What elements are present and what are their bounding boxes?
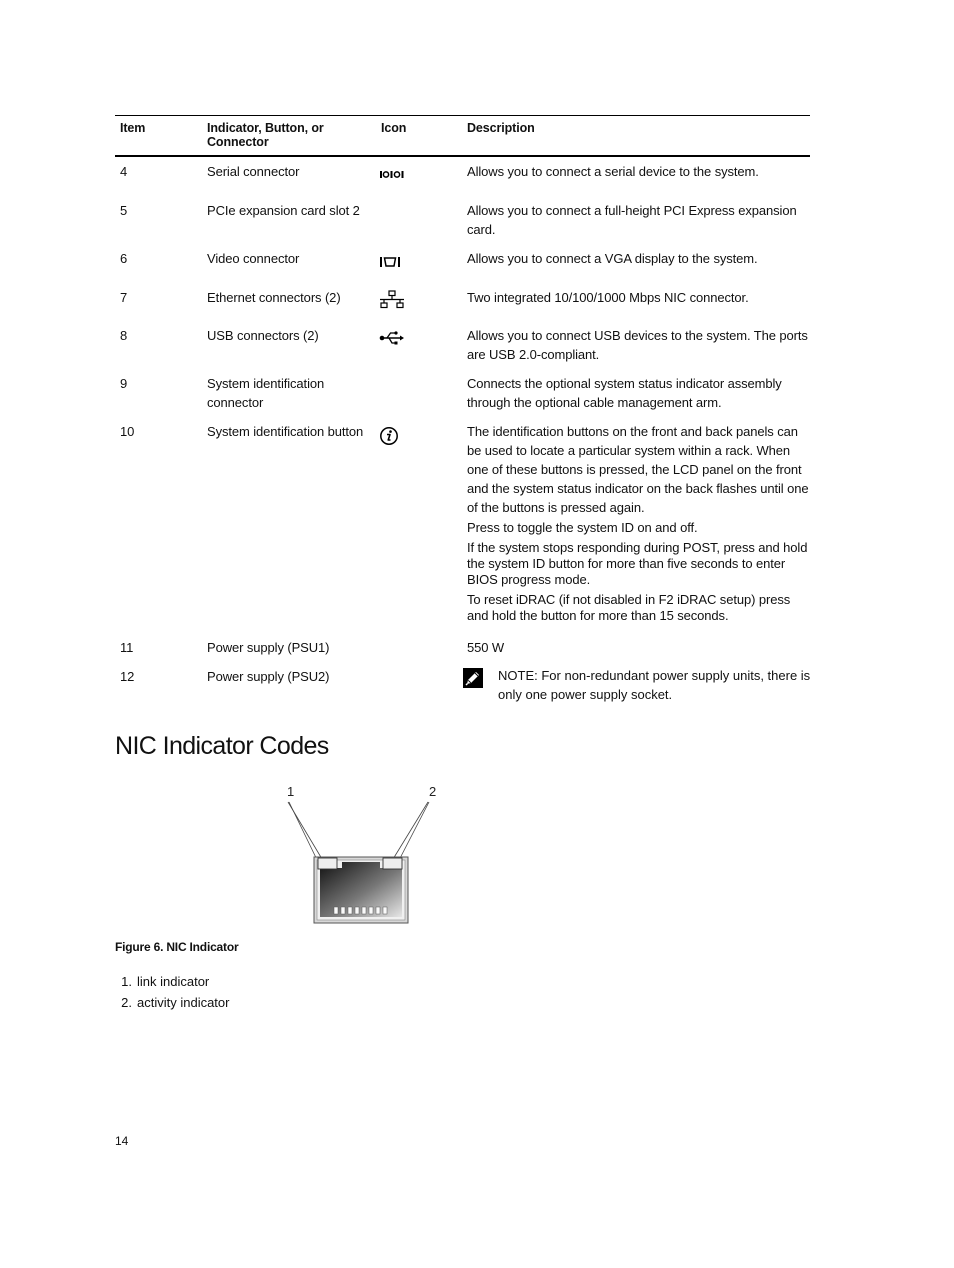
row-item-number: 10 — [120, 424, 135, 439]
description-paragraph: If the system stops responding during POST, press and hold the system ID button for more than five seconds to enter BIOS progress mode. — [467, 540, 808, 587]
row-item-number: 5 — [120, 203, 128, 218]
row-item-number: 12 — [120, 669, 135, 684]
row-description — [467, 638, 812, 660]
list-number: 1. — [121, 974, 132, 989]
callout-1: 1 — [287, 784, 295, 799]
row-item-number: 4 — [120, 164, 128, 179]
header-name: Indicator, Button, or Connector — [207, 121, 324, 149]
link-indicator-led — [318, 858, 337, 869]
description-paragraph: Allows you to connect a VGA display to the system. — [467, 251, 758, 266]
description-paragraph: Two integrated 10/100/1000 Mbps NIC connector. — [467, 290, 749, 305]
note-text — [498, 666, 813, 704]
row-description — [467, 249, 812, 271]
note-pencil-icon — [463, 668, 483, 688]
row-name: PCIe expansion card slot 2 — [207, 203, 360, 218]
description-paragraph: To reset iDRAC (if not disabled in F2 iDRAC setup) press and hold the button for more than 15 seconds. — [467, 592, 791, 623]
nic-indicator-figure — [270, 780, 450, 930]
note-label: NOTE: — [498, 668, 538, 683]
network-icon — [379, 290, 405, 310]
row-description — [467, 422, 812, 628]
row-name: Power supply (PSU1) — [207, 640, 330, 655]
row-name: Power supply (PSU2) — [207, 669, 330, 684]
row-name: Serial connector — [207, 164, 300, 179]
section-title: NIC Indicator Codes — [115, 732, 329, 760]
row-name: USB connectors (2) — [207, 328, 319, 343]
table-header-rule — [115, 155, 810, 157]
system-id-icon — [379, 426, 405, 446]
row-description — [467, 374, 812, 415]
description-paragraph: 550 W — [467, 640, 505, 655]
list-item — [115, 992, 229, 1013]
list-number: 2. — [121, 995, 132, 1010]
row-item-number: 8 — [120, 328, 128, 343]
row-item-number: 11 — [120, 640, 134, 655]
row-item-number: 7 — [120, 290, 128, 305]
callout-2: 2 — [429, 784, 437, 799]
note-body: For non-redundant power supply units, there is only one power supply socket. — [498, 668, 811, 702]
description-paragraph: Press to toggle the system ID on and off. — [467, 520, 698, 535]
video-icon — [379, 255, 405, 275]
header-item: Item — [120, 121, 146, 135]
row-description — [467, 201, 812, 242]
description-paragraph: Allows you to connect USB devices to the system. The ports are USB 2.0-compliant. — [467, 328, 808, 362]
description-paragraph: Connects the optional system status indicator assembly through the optional cable management arm. — [467, 376, 782, 410]
figure-legend — [115, 971, 229, 1013]
list-text: link indicator — [137, 974, 210, 989]
row-item-number: 6 — [120, 251, 128, 266]
row-description — [467, 326, 812, 367]
row-description — [467, 162, 812, 184]
table-top-rule — [115, 115, 810, 116]
usb-icon — [379, 330, 405, 350]
row-name: Ethernet connectors (2) — [207, 290, 341, 305]
row-name: System identification button — [207, 424, 364, 439]
description-paragraph: Allows you to connect a serial device to the system. — [467, 164, 759, 179]
row-name: Video connector — [207, 251, 300, 266]
page-number: 14 — [115, 1134, 129, 1148]
list-item — [115, 971, 229, 992]
figure-caption: Figure 6. NIC Indicator — [115, 940, 239, 954]
header-icon: Icon — [381, 121, 407, 135]
row-description — [467, 288, 812, 310]
row-name: System identification connector — [207, 376, 325, 410]
list-text: activity indicator — [137, 995, 230, 1010]
serial-icon — [379, 167, 405, 187]
header-description: Description — [467, 121, 535, 135]
activity-indicator-led — [383, 858, 402, 869]
description-paragraph: The identification buttons on the front and back panels can be used to locate a particular system within a rack. When one of these buttons is pressed, the LCD panel on the front and the system status indicator on the back flashes until one of the buttons is pressed again. — [467, 424, 809, 515]
row-item-number: 9 — [120, 376, 128, 391]
description-paragraph: Allows you to connect a full-height PCI Express expansion card. — [467, 203, 797, 237]
rj45-port-diagram — [270, 780, 450, 930]
